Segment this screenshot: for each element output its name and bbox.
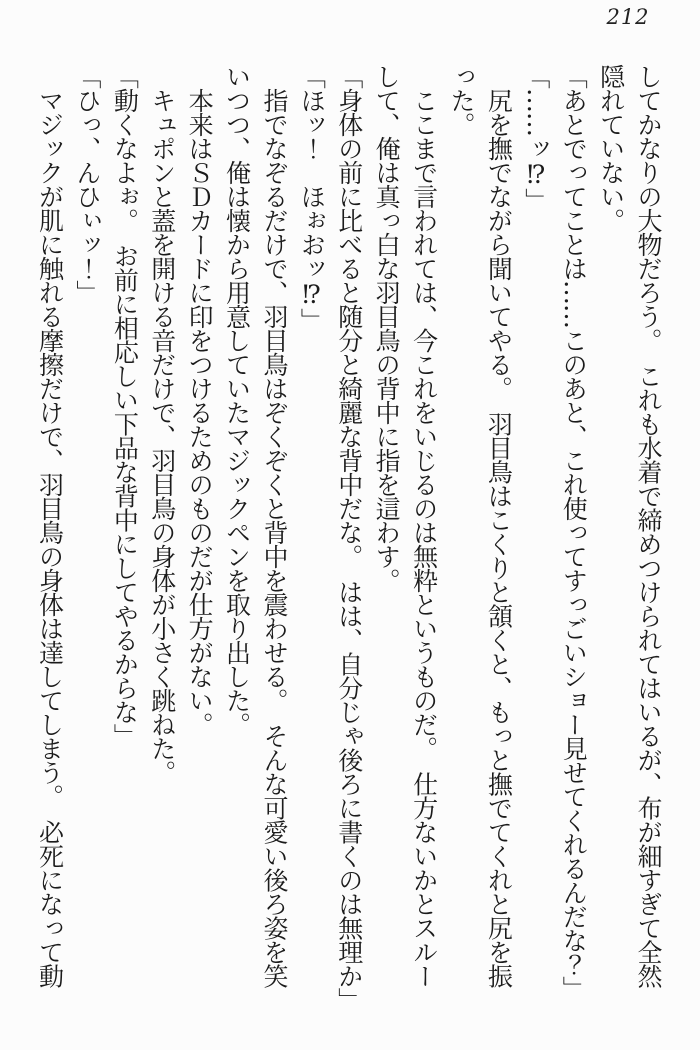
text-column-11: 指でなぞるだけで、羽目鳥はぞくぞくと背中を震わせる。 そんな可愛い後ろ姿を笑 — [259, 88, 289, 988]
text-column-15: 「動くなよぉ。 お前に相応しい下品な背中にしてやるからな」 — [110, 64, 140, 748]
text-column-12: いつつ、俺は懐から用意していたマジックペンを取り出した。 — [222, 64, 252, 736]
text-column-16: 「ひっ、んひぃッ！」 — [72, 64, 102, 304]
vertical-text-area — [31, 64, 667, 1042]
text-column-5: 尻を撫でながら聞いてやる。 羽目鳥はこくりと頷くと、もっと撫でてくれと尻を振 — [484, 88, 514, 988]
text-column-2: 隠れていない。 — [596, 64, 626, 232]
text-column-8: して、俺は真っ白な羽目鳥の背中に指を這わす。 — [372, 64, 402, 592]
text-column-4: 「……ッ⁉」 — [521, 64, 551, 212]
text-column-14: キュポンと蓋を開ける音だけで、羽目鳥の身体が小さく跳ねた。 — [147, 88, 177, 784]
text-column-9: 「身体の前に比べると随分と綺麗な背中だな。 はは、自分じゃ後ろに書くのは無理か」 — [334, 64, 364, 1012]
text-column-7: ここまで言われては、今これをいじるのは無粋というものだ。 仕方ないかとスルー — [409, 88, 439, 988]
page-number: 212 — [606, 5, 650, 29]
text-column-13: 本来はＳＤカードに印をつけるためのものだが仕方がない。 — [185, 88, 215, 736]
text-column-10: 「ほッ！ ほぉおッ⁉」 — [297, 64, 327, 332]
text-column-6: った。 — [446, 64, 476, 136]
text-column-1: してかなりの大物だろう。 これも水着で締めつけられてはいるが、布が細すぎて全然 — [634, 64, 663, 988]
text-column-3: 「あとでってことは……このあと、これ使ってすっごいショー見せてくれるんだな？」 — [559, 64, 589, 1000]
text-column-17: マジックが肌に触れる摩擦だけで、羽目鳥の身体は達してしまう。 必死になって動 — [35, 88, 65, 988]
